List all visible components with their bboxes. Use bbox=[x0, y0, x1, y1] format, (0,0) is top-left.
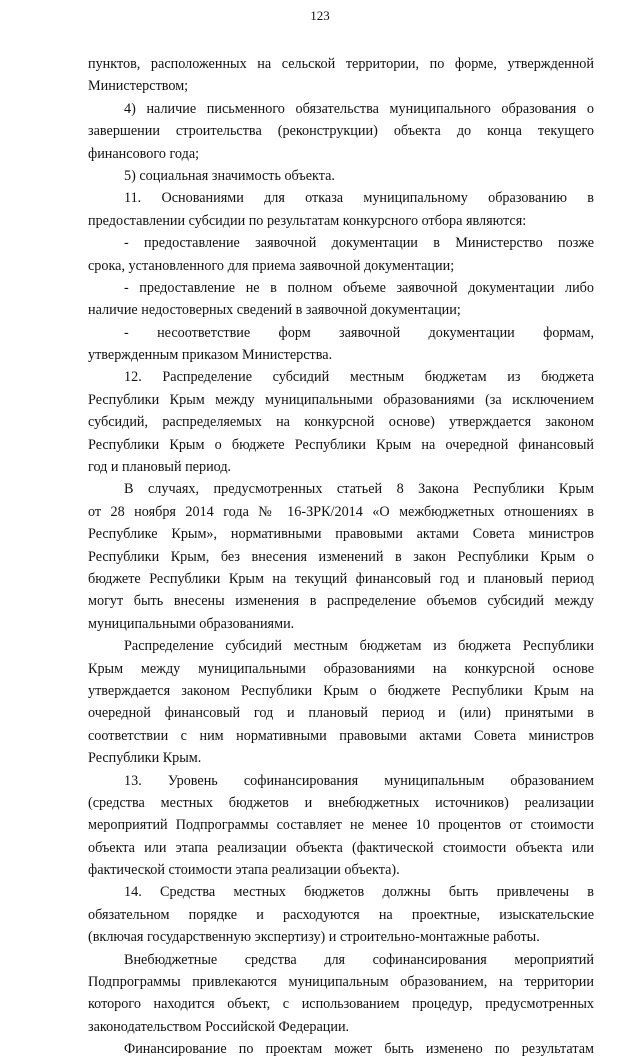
text-line: Министерством; bbox=[88, 78, 189, 95]
text-line: (включая государственную экспертизу) и строительно-монтажные работы. bbox=[88, 929, 540, 946]
text-line: Внебюджетные средства для софинансирования мероприятий bbox=[124, 951, 594, 968]
text-line: Республике Крым», нормативными правовыми актами Совета министров bbox=[88, 526, 594, 543]
text-line: 14. Средства местных бюджетов должны быть привлечены в bbox=[124, 884, 594, 901]
text-line: В случаях, предусмотренных статьей 8 Закона Республики Крым bbox=[124, 481, 594, 498]
text-line: могут быть внесены изменения в распределение объемов субсидий между bbox=[88, 593, 594, 610]
text-line: соответствии с ним нормативными правовыми актами Совета министров bbox=[88, 727, 594, 744]
text-line: (средства местных бюджетов и внебюджетных источников) реализации bbox=[88, 794, 594, 811]
text-line: объекта или этапа реализации объекта (фактической стоимости объекта или bbox=[88, 839, 594, 856]
text-line: утверждается законом Республики Крым о бюджете Республики Крым на bbox=[88, 682, 594, 699]
text-line: субсидий, распределяемых на конкурсной основе) утверждается законом bbox=[88, 414, 594, 431]
text-line: - предоставление не в полном объеме заявочной документации либо bbox=[124, 279, 594, 296]
text-line: срока, установленного для приема заявочной документации; bbox=[88, 257, 455, 274]
text-line: 13. Уровень софинансирования муниципальным образованием bbox=[124, 772, 594, 789]
text-line: 4) наличие письменного обязательства муниципального образования о bbox=[124, 100, 594, 117]
text-line: утвержденным приказом Министерства. bbox=[88, 347, 333, 364]
text-line: - предоставление заявочной документации в Министерство позже bbox=[124, 235, 594, 252]
text-line: завершении строительства (реконструкции) объекта до конца текущего bbox=[88, 123, 594, 140]
text-line: муниципальными образованиями. bbox=[88, 615, 295, 632]
text-line: Крым между муниципальными образованиями на конкурсной основе bbox=[88, 660, 594, 677]
text-line: Подпрограммы привлекаются муниципальным образованием, на территории bbox=[88, 974, 594, 991]
text-line: Республики Крым, без внесения изменений в закон Республики Крым о bbox=[88, 548, 594, 565]
text-line: от 28 ноября 2014 года № 16-ЗРК/2014 «О межбюджетных отношениях в bbox=[88, 503, 594, 520]
document-body bbox=[88, 53, 594, 1061]
text-line: Республики Крым о бюджете Республики Крым на очередной финансовый bbox=[88, 436, 594, 453]
text-line: - несоответствие форм заявочной документации формам, bbox=[124, 324, 594, 341]
text-line: фактической стоимости этапа реализации объекта). bbox=[88, 862, 400, 879]
text-line: 11. Основаниями для отказа муниципальному образованию в bbox=[124, 190, 594, 207]
page-number: 123 bbox=[310, 8, 330, 23]
text-line: Республики Крым. bbox=[88, 750, 202, 767]
text-line: очередной финансовый год и плановый период и (или) принятыми в bbox=[88, 705, 594, 722]
text-line: финансового года; bbox=[88, 145, 200, 162]
text-line: мероприятий Подпрограммы составляет не менее 10 процентов от стоимости bbox=[88, 817, 594, 834]
text-line: наличие недостоверных сведений в заявочной документации; bbox=[88, 302, 461, 319]
text-line: 12. Распределение субсидий местным бюджетам из бюджета bbox=[124, 369, 594, 386]
text-line: законодательством Российской Федерации. bbox=[88, 1018, 350, 1035]
text-line: которого находится объект, с использованием процедур, предусмотренных bbox=[88, 996, 594, 1013]
text-line: Республики Крым между муниципальными образованиями (за исключением bbox=[88, 391, 594, 408]
text-line: 5) социальная значимость объекта. bbox=[124, 167, 335, 184]
text-line: Распределение субсидий местным бюджетам из бюджета Республики bbox=[124, 638, 594, 655]
text-line: год и плановый период. bbox=[88, 459, 232, 476]
text-line: Финансирование по проектам может быть изменено по результатам bbox=[124, 1041, 594, 1058]
text-line: обязательном порядке и расходуются на проектные, изыскательские bbox=[88, 906, 594, 923]
text-line: предоставлении субсидии по результатам конкурсного отбора являются: bbox=[88, 212, 527, 229]
text-line: пунктов, расположенных на сельской территории, по форме, утвержденной bbox=[88, 56, 594, 72]
text-line: бюджете Республики Крым на текущий финансовый год и плановый период bbox=[88, 570, 594, 587]
